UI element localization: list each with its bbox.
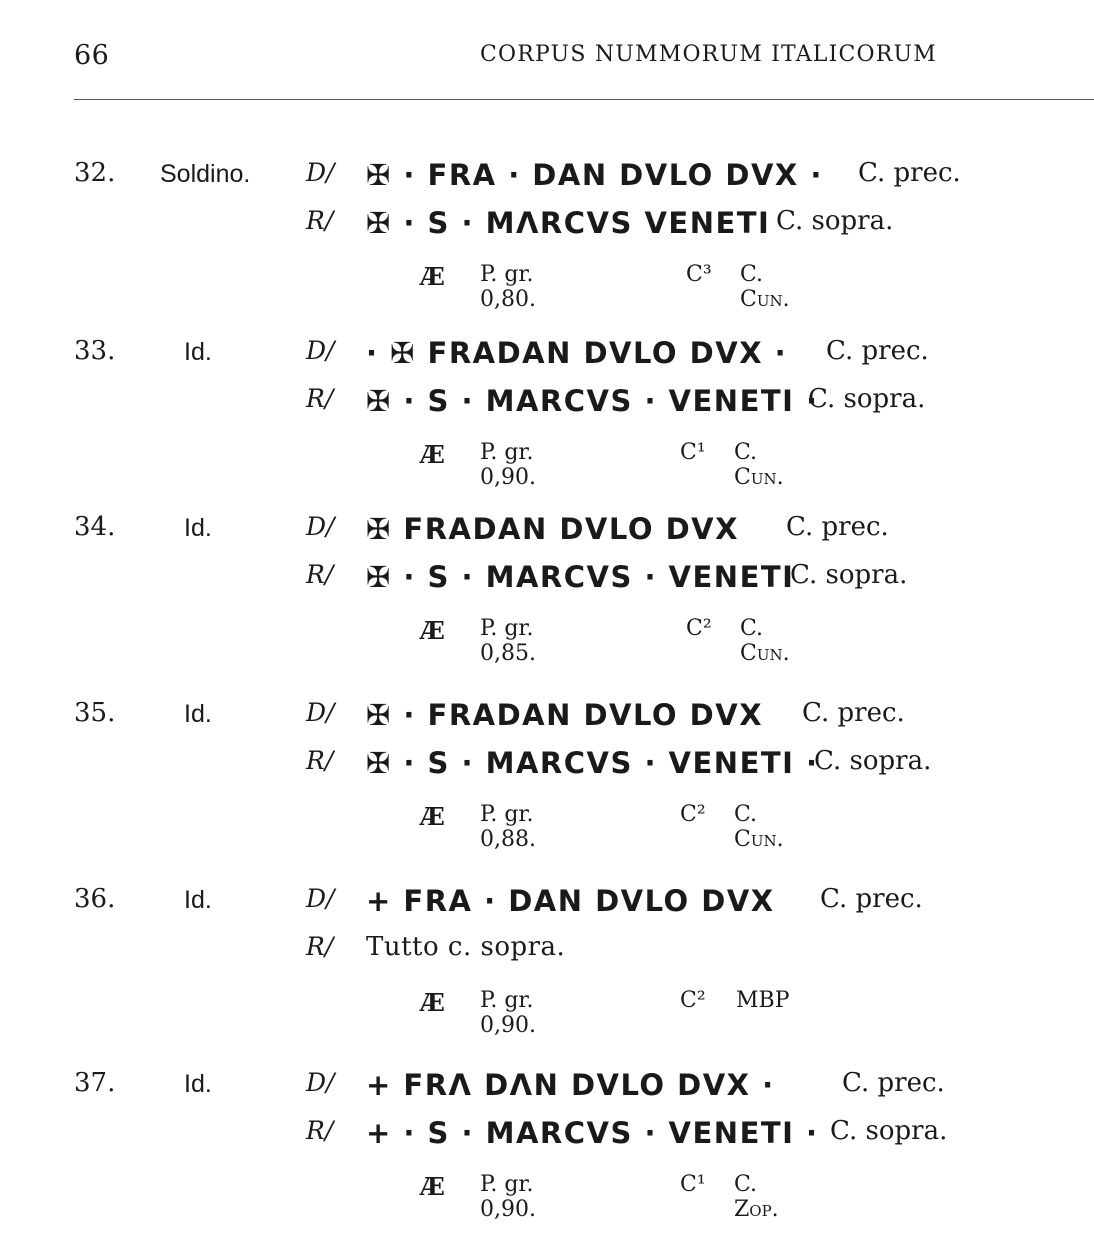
- obverse-legend: + FRΛ DΛN DVLO DVX ·: [366, 1068, 775, 1102]
- metal-mark: Æ: [420, 440, 445, 469]
- catalogue-entry: [0, 698, 1094, 852]
- obverse-legend: ✠ · FRA · DAN DVLO DVX ·: [366, 158, 823, 192]
- reverse-reference: C. sopra.: [790, 560, 908, 590]
- weight: P. gr. 0,90.: [480, 988, 536, 1038]
- entry-denomination: Id.: [184, 338, 212, 366]
- collection: C. Zop.: [734, 1172, 779, 1222]
- entry-number: 36.: [74, 884, 116, 914]
- reverse-symbol: R/: [306, 746, 334, 775]
- reverse-symbol: R/: [306, 206, 334, 235]
- collection: MBP: [736, 988, 790, 1013]
- entry-denomination: Id.: [184, 886, 212, 914]
- obverse-symbol: D/: [306, 884, 335, 913]
- catalogue-entry: [0, 336, 1094, 490]
- reverse-legend: Tutto c. sopra.: [366, 932, 566, 962]
- metal-mark: Æ: [420, 1172, 445, 1201]
- reverse-legend: ✠ · S · MΛRCVS VENETI: [366, 206, 771, 240]
- metal-mark: Æ: [420, 802, 445, 831]
- rarity: C²: [680, 988, 706, 1013]
- obverse-symbol: D/: [306, 1068, 335, 1097]
- rarity: C³: [686, 262, 712, 287]
- entry-denomination: Id.: [184, 700, 212, 728]
- reverse-reference: C. sopra.: [814, 746, 932, 776]
- collection: C. Cun.: [734, 802, 784, 852]
- obverse-reference: C. prec.: [786, 512, 889, 542]
- metal-mark: Æ: [420, 988, 445, 1017]
- collection: C. Cun.: [734, 440, 784, 490]
- obverse-legend: · ✠ FRADAN DVLO DVX ·: [366, 336, 788, 370]
- entry-number: 33.: [74, 336, 116, 366]
- reverse-symbol: R/: [306, 384, 334, 413]
- entry-number: 35.: [74, 698, 116, 728]
- entry-denomination: Soldino.: [160, 160, 251, 188]
- collection: C. Cun.: [740, 616, 790, 666]
- reverse-symbol: R/: [306, 560, 334, 589]
- entry-number: 37.: [74, 1068, 116, 1098]
- rarity: C²: [680, 802, 706, 827]
- catalogue-entry: [0, 1068, 1094, 1222]
- weight: P. gr. 0,90.: [480, 440, 536, 490]
- weight: P. gr. 0,88.: [480, 802, 536, 852]
- rarity: C¹: [680, 1172, 706, 1197]
- rarity: C¹: [680, 440, 706, 465]
- obverse-legend: + FRA · DAN DVLO DVX: [366, 884, 775, 918]
- obverse-symbol: D/: [306, 336, 335, 365]
- reverse-reference: C. sopra.: [830, 1116, 948, 1146]
- entry-number: 34.: [74, 512, 116, 542]
- catalogue-entry: [0, 512, 1094, 666]
- weight: P. gr. 0,85.: [480, 616, 536, 666]
- reverse-symbol: R/: [306, 932, 334, 961]
- entry-number: 32.: [74, 158, 116, 188]
- obverse-reference: C. prec.: [826, 336, 929, 366]
- obverse-symbol: D/: [306, 158, 335, 187]
- obverse-symbol: D/: [306, 512, 335, 541]
- entry-denomination: Id.: [184, 514, 212, 542]
- obverse-legend: ✠ · FRADAN DVLO DVX: [366, 698, 764, 732]
- obverse-symbol: D/: [306, 698, 335, 727]
- header-rule: [74, 99, 1094, 100]
- weight: P. gr. 0,80.: [480, 262, 536, 312]
- entry-denomination: Id.: [184, 1070, 212, 1098]
- metal-mark: Æ: [420, 262, 445, 291]
- running-head: CORPUS NUMMORUM ITALICORUM: [480, 42, 938, 67]
- collection: C. Cun.: [740, 262, 790, 312]
- reverse-symbol: R/: [306, 1116, 334, 1145]
- obverse-reference: C. prec.: [858, 158, 961, 188]
- obverse-reference: C. prec.: [842, 1068, 945, 1098]
- page-number: 66: [74, 40, 110, 71]
- catalogue-entry: [0, 158, 1094, 312]
- catalogue-entry: [0, 884, 1094, 1038]
- obverse-reference: C. prec.: [802, 698, 905, 728]
- reverse-legend: ✠ · S · MARCVS · VENETI: [366, 560, 795, 594]
- reverse-legend: ✠ · S · MARCVS · VENETI ·: [366, 384, 819, 418]
- metal-mark: Æ: [420, 616, 445, 645]
- obverse-legend: ✠ FRADAN DVLO DVX: [366, 512, 739, 546]
- reverse-legend: + · S · MARCVS · VENETI ·: [366, 1116, 819, 1150]
- reverse-reference: C. sopra.: [776, 206, 894, 236]
- rarity: C²: [686, 616, 712, 641]
- obverse-reference: C. prec.: [820, 884, 923, 914]
- reverse-legend: ✠ · S · MARCVS · VENETI ·: [366, 746, 819, 780]
- reverse-reference: C. sopra.: [808, 384, 926, 414]
- weight: P. gr. 0,90.: [480, 1172, 536, 1222]
